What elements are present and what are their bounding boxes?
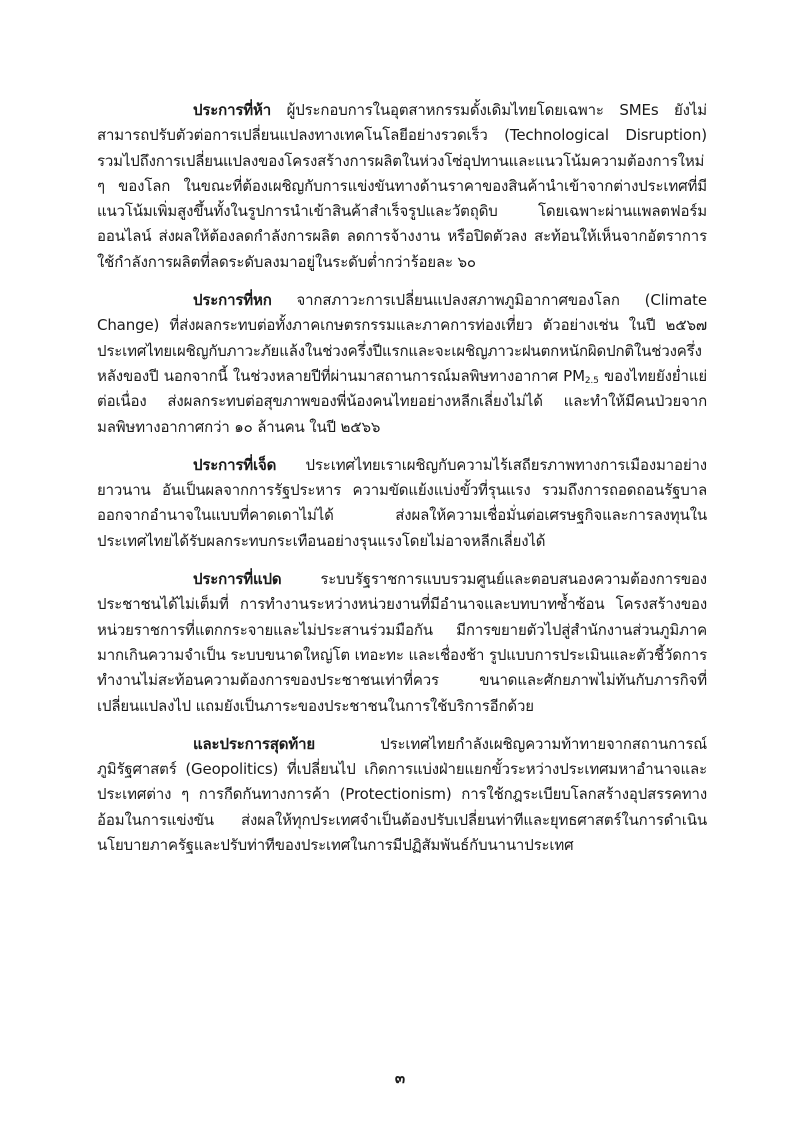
paragraph-text: ประเทศไทยเราเผชิญกับความไร้เสถียรภาพทางการเมืองมาอย่างยาวนาน อันเป็นผลจากการรัฐประหาร ความขัดแย้งแบ่งขั้วที่รุนแรง รวมถึงการถอดถอนรัฐบาลออกจากอำนาจในแบบที่คาดเดาไม่ได้ ส่งผลให้ความเชื่อมั่นต่อเศรษฐกิจและการลงทุนในประเทศไทยได้รับผลกระทบกระเทือนอย่างรุนแรงโดยไม่อาจหลีกเลี่ยงได้ (97, 455, 707, 550)
paragraph-heading: ประการที่หก (193, 291, 272, 310)
paragraph-heading: ประการที่แปด (193, 570, 282, 589)
paragraph-heading: และประการสุดท้าย (193, 734, 316, 753)
pm-subscript: 2.5 (584, 375, 599, 386)
paragraph-heading: ประการที่เจ็ด (193, 455, 277, 474)
paragraph-text: จากสภาวะการเปลี่ยนแปลงสภาพภูมิอากาศของโลก (Climate Change) ที่ส่งผลกระทบต่อทั้งภาคเกษตรกรรมและภาคการท่องเที่ยว ตัวอย่างเช่น ในปี ๒๕๖๗ ประเทศไทยเผชิญกับภาวะภัยแล้งในช่วงครึ่งปีแรกและจะเผชิญภาวะฝนตกหนักผิดปกติในช่วงครึ่งหลังของปี นอกจากนี้ ในช่วงหลายปีที่ผ่านมาสถานการณ์มลพิษทางอากาศ PM (97, 291, 707, 385)
paragraph-eighth (97, 567, 707, 719)
paragraph-sixth (97, 288, 707, 440)
paragraph-text: ประเทศไทยกำลังเผชิญความท้าทายจากสถานการณ์ภูมิรัฐศาสตร์ (Geopolitics) ที่เปลี่ยนไป เกิดการแบ่งฝ่ายแยกขั้วระหว่างประเทศมหาอำนาจและประเทศต่าง ๆ การกีดกันทางการค้า (Protectionism) การใช้กฎระเบียบโลกสร้างอุปสรรคทางอ้อมในการแข่งขัน ส่งผลให้ทุกประเทศจำเป็นต้องปรับเปลี่ยนท่าทีและยุทธศาสตร์ในการดำเนินนโยบายภาครัฐและปรับท่าทีของประเทศในการมีปฏิสัมพันธ์กับนานาประเทศ (97, 734, 707, 855)
paragraph-heading: ประการที่ห้า (193, 101, 272, 119)
page-number: ๓ (394, 1069, 406, 1087)
paragraph-text-continued: ของไทยยังย่ำแย่ต่อเนื่อง ส่งผลกระทบต่อสุขภาพของพี่น้องคนไทยอย่างหลีกเลี่ยงไม่ได้ และทำให้มีคนป่วยจากมลพิษทางอากาศกว่า ๑๐ ล้านคน ในปี ๒๕๖๖ (97, 366, 707, 436)
paragraph-fifth (97, 98, 707, 275)
paragraph-last (97, 732, 707, 858)
paragraph-text: ระบบรัฐราชการแบบรวมศูนย์และตอบสนองความต้องการของประชาชนได้ไม่เต็มที่ การทำงานระหว่างหน่วยงานที่มีอำนาจและบทบาทซ้ำซ้อน โครงสร้างของหน่วยราชการที่แตกกระจายและไม่ประสานร่วมมือกัน มีการขยายตัวไปสู่สำนักงานส่วนภูมิภาคมากเกินความจำเป็น ระบบขนาดใหญ่โต เทอะทะ และเชื่องช้า รูปแบบการประเมินและตัวชี้วัดการทำงานไม่สะท้อนความต้องการของประชาชนเท่าที่ควร ขนาดและศักยภาพไม่ทันกับภารกิจที่เปลี่ยนแปลงไป แถมยังเป็นภาระของประชาชนในการใช้บริการอีกด้วย (97, 570, 707, 715)
paragraph-seventh (97, 453, 707, 554)
document-body (97, 98, 707, 871)
paragraph-text: ผู้ประกอบการในอุตสาหกรรมดั้งเดิมไทยโดยเฉพาะ SMEs ยังไม่สามารถปรับตัวต่อการเปลี่ยนแปลงทางเทคโนโลยีอย่างรวดเร็ว (Technological Disruption) รวมไปถึงการเปลี่ยนแปลงของโครงสร้างการผลิตในห่วงโซ่อุปทานและแนวโน้มความต้องการใหม่ ๆ ของโลก ในขณะที่ต้องเผชิญกับการแข่งขันทางด้านราคาของสินค้านำเข้าจากต่างประเทศที่มีแนวโน้มเพิ่มสูงขึ้นทั้งในรูปการนำเข้าสินค้าสำเร็จรูปและวัตถุดิบ โดยเฉพาะผ่านแพลตฟอร์มออนไลน์ ส่งผลให้ต้องลดกำลังการผลิต ลดการจ้างงาน หรือปิดตัวลง สะท้อนให้เห็นจากอัตราการใช้กำลังการผลิตที่ลดระดับลงมาอยู่ในระดับต่ำกว่าร้อยละ ๖๐ (97, 101, 707, 271)
